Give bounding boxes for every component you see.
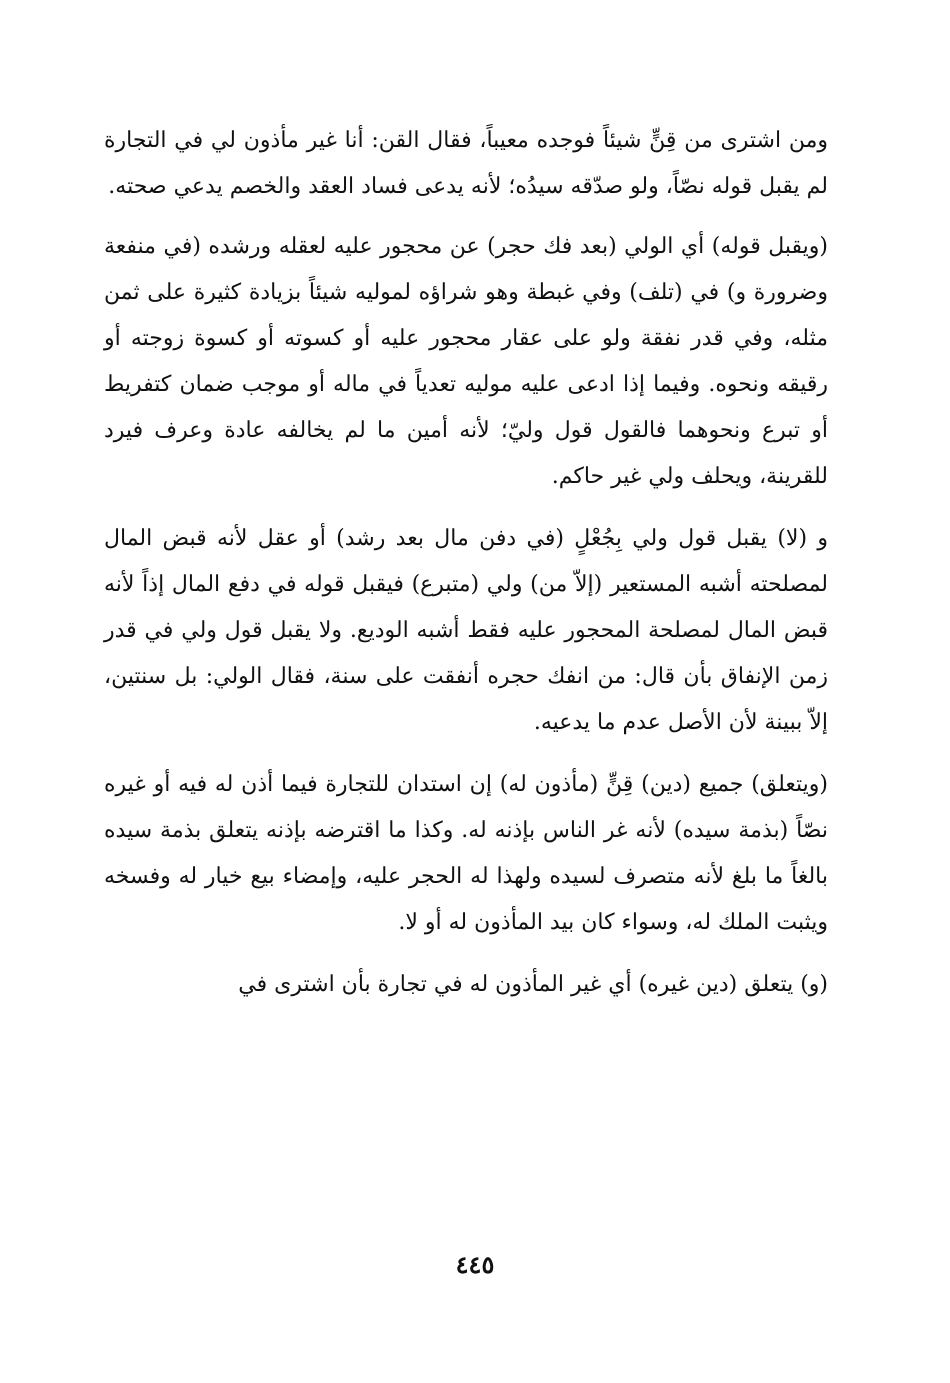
paragraph-2: (ويقبل قوله) أي الولي (بعد فك حجر) عن محجور عليه لعقله ورشده (في منفعة وضرورة و) في (تلف) وفي غبطة وهو شراؤه لموليه شيئاً بزيادة كثيرة على ثمن مثله، وفي قدر نفقة ولو على عقار محجور عليه أو كسوته أو كسوة زوجته أو رقيقه ونحوه. وفيما إذا ادعى عليه موليه تعدياً في ماله أو موجب ضمان كتفريط أو تبرع ونحوهما فالقول قول وليّ؛ لأنه أمين ما لم يخالفه عادة وعرف فيرد للقرينة، ويحلف ولي غير حاكم. — [104, 234, 828, 489]
page-body-text — [104, 118, 828, 1008]
paragraph-3: و (لا) يقبل قول ولي بِجُعْلٍ (في دفن مال بعد رشد) أو عقل لأنه قبض المال لمصلحته أشبه المستعير (إلاّ من) ولي (متبرع) فيقبل قوله في دفع المال إذاً لأنه قبض المال لمصلحة المحجور عليه فقط أشبه الوديع. ولا يقبل قول ولي في قدر زمن الإنفاق بأن قال: من انفك حجره أنفقت على سنة، فقال الولي: بل سنتين، إلاّ ببينة لأن الأصل عدم ما يدعيه. — [104, 526, 828, 735]
page-number: ٤٤٥ — [455, 1250, 495, 1279]
paragraph-5: (و) يتعلق (دين غيره) أي غير المأذون له في تجارة بأن اشترى في — [238, 972, 828, 997]
paragraph-4: (ويتعلق) جميع (دين) قِنٍّ (مأذون له) إن استدان للتجارة فيما أذن له فيه أو غيره نصّاً (بذمة سيده) لأنه غر الناس بإذنه له. وكذا ما اقترضه بإذنه يتعلق بذمة سيده بالغاً ما بلغ لأنه متصرف لسيده ولهذا له الحجر عليه، وإمضاء بيع خيار له وفسخه ويثبت الملك له، وسواء كان بيد المأذون له أو لا. — [104, 772, 828, 935]
paragraph-1: ومن اشترى من قِنٍّ شيئاً فوجده معيباً، فقال القن: أنا غير مأذون لي في التجارة لم يقبل قوله نصّاً، ولو صدّقه سيدُه؛ لأنه يدعى فساد العقد والخصم يدعي صحته. — [104, 128, 828, 199]
